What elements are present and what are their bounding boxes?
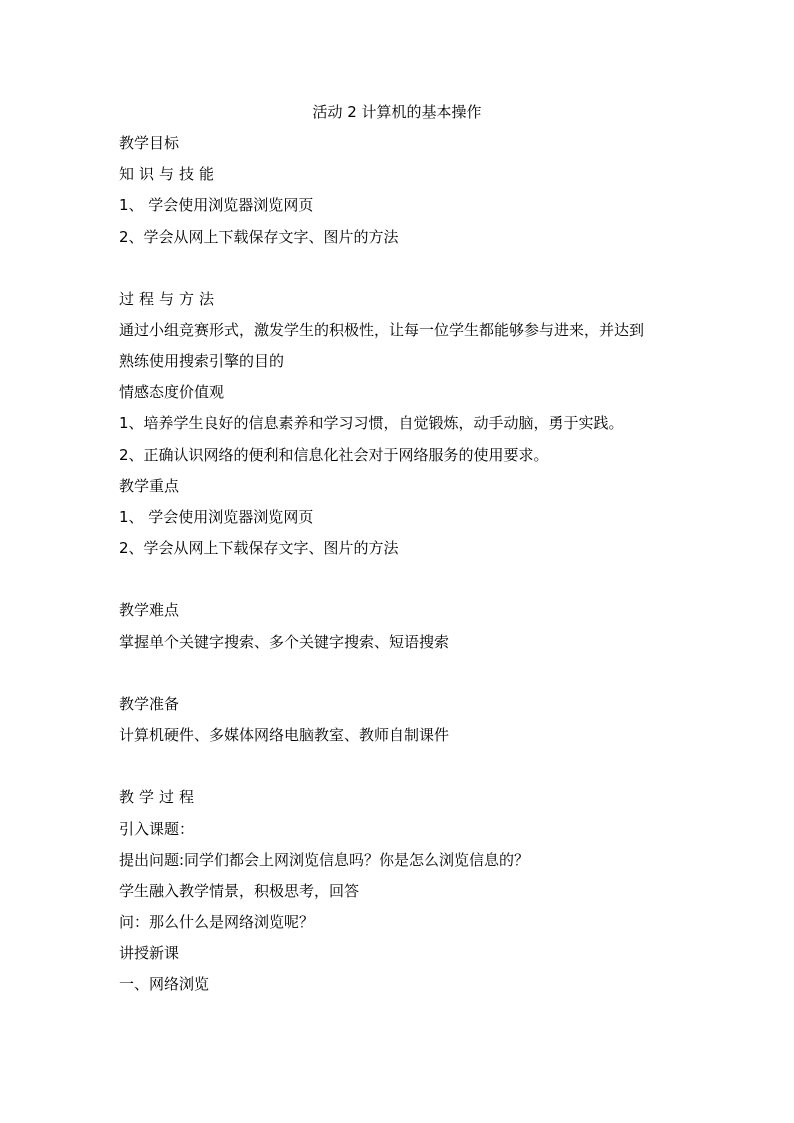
list-item: 2、学会从网上下载保存文字、图片的方法 xyxy=(119,539,399,557)
heading-process-methods: 过程与方法 xyxy=(119,290,220,308)
paragraph-line: 通过小组竞赛形式，激发学生的积极性，让每一位学生都能够参与进来，并达到 xyxy=(119,321,645,339)
heading-new-lesson: 讲授新课 xyxy=(119,944,180,962)
list-item: 1、 学会使用浏览器浏览网页 xyxy=(119,508,314,526)
paragraph-line: 引入课题： xyxy=(119,820,195,838)
heading-teaching-process: 教学过程 xyxy=(119,788,200,806)
section-heading: 一、网络浏览 xyxy=(119,975,210,993)
heading-teaching-goals: 教学目标 xyxy=(119,134,180,152)
heading-key-points: 教学重点 xyxy=(119,477,180,495)
heading-knowledge-skills: 知识与技能 xyxy=(119,165,220,183)
paragraph-line: 提出问题:同学们都会上网浏览信息吗？你是怎么浏览信息的？ xyxy=(119,851,530,869)
heading-emotion-values: 情感态度价值观 xyxy=(119,383,225,401)
list-item: 1、培养学生良好的信息素养和学习习惯，自觉锻炼，动手动脑，勇于实践。 xyxy=(119,414,624,432)
document-title: 活动 2 计算机的基本操作 xyxy=(312,103,482,121)
list-item: 2、正确认识网络的便利和信息化社会对于网络服务的使用要求。 xyxy=(119,446,549,464)
list-item: 1、 学会使用浏览器浏览网页 xyxy=(119,196,314,214)
paragraph-line: 熟练使用搜索引擎的目的 xyxy=(119,352,285,370)
paragraph-line: 学生融入教学情景，积极思考，回答 xyxy=(119,882,360,900)
paragraph-line: 掌握单个关键字搜索、多个关键字搜索、短语搜索 xyxy=(119,633,450,651)
heading-difficulties: 教学难点 xyxy=(119,601,180,619)
heading-preparation: 教学准备 xyxy=(119,695,180,713)
paragraph-line: 问：那么什么是网络浏览呢？ xyxy=(119,913,315,931)
list-item: 2、学会从网上下载保存文字、图片的方法 xyxy=(119,228,399,246)
paragraph-line: 计算机硬件、多媒体网络电脑教室、教师自制课件 xyxy=(119,726,450,744)
